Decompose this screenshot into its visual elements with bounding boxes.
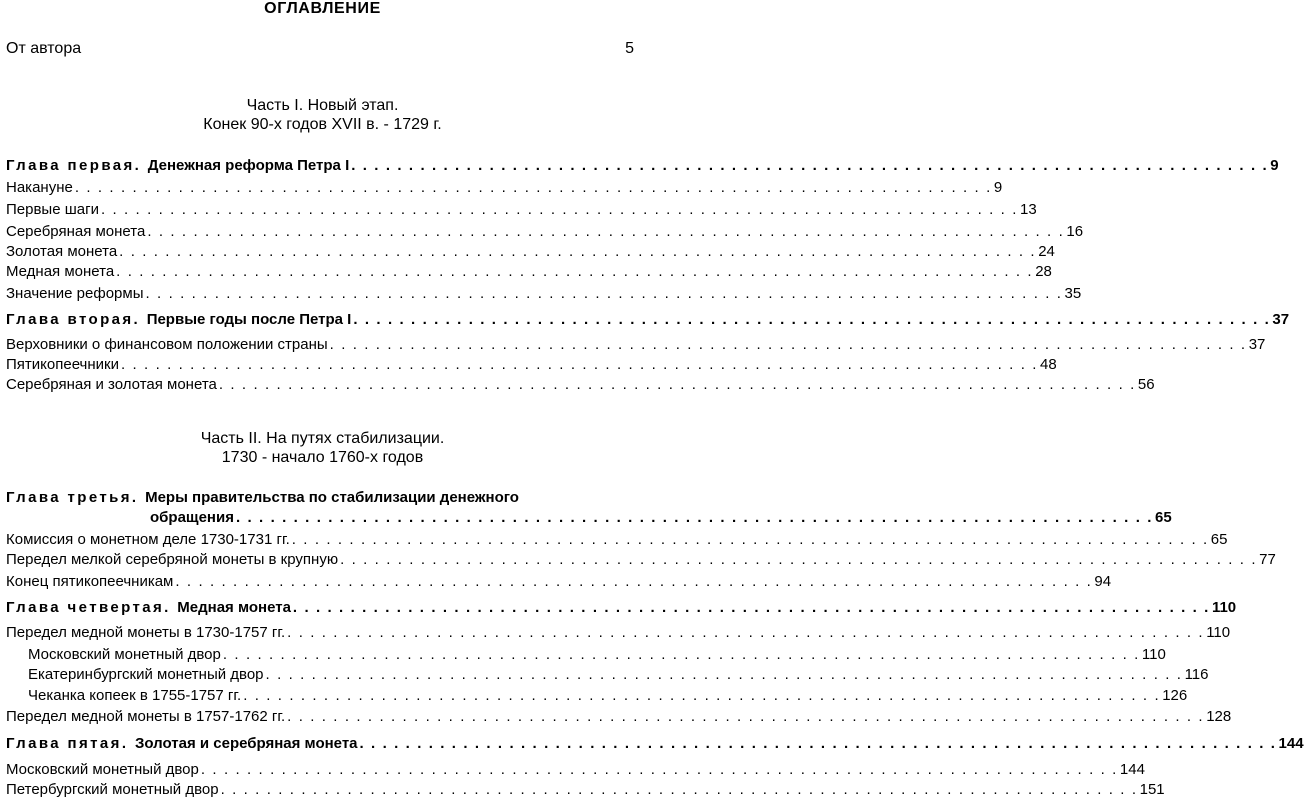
dot-leader: . . . . . . . . . . . . . . . . . . . . . . . . . . . . . . . . . . . . . . . . . . . . . . . . . . . . . . . . . . . . . . . . . . . . . . . . . . . . . . . . <box>353 311 1271 328</box>
page-number: 126 <box>1162 687 1188 704</box>
dot-leader: . . . . . . . . . . . . . . . . . . . . . . . . . . . . . . . . . . . . . . . . . . . . . . . . . . . . . . . . . . . . . . . . . . . . . . . . . . . . . . . . <box>147 223 1065 240</box>
page-number: 128 <box>1206 708 1232 725</box>
toc-section-entry[interactable] <box>6 623 1231 643</box>
part-title: Часть II. На путях стабилизации. <box>200 430 445 447</box>
page-number: 77 <box>1259 551 1276 568</box>
dot-leader: . . . . . . . . . . . . . . . . . . . . . . . . . . . . . . . . . . . . . . . . . . . . . . . . . . . . . . . . . . . . . . . . . . . . . . . . . . . . . . . . <box>119 243 1037 260</box>
dot-leader: . . . . . . . . . . . . . . . . . . . . . . . . . . . . . . . . . . . . . . . . . . . . . . . . . . . . . . . . . . . . . . . . . . . . . . . . . . . . . . . . <box>235 509 1153 526</box>
section-title: Значение реформы <box>6 285 144 302</box>
front-matter-label: От автора <box>6 40 82 57</box>
chapter-title: Первые годы после Петра I <box>146 311 352 328</box>
dot-leader: . . . . . . . . . . . . . . . . . . . . . . . . . . . . . . . . . . . . . . . . . . . . . . . . . . . . . . . . . . . . . . . . . . . . . . . . . . . . . . . . <box>340 551 1258 568</box>
toc-section-entry[interactable] <box>6 178 1003 198</box>
page-number: 9 <box>1270 157 1279 174</box>
section-title: Золотая монета <box>6 243 118 260</box>
dot-leader: . . . . . . . . . . . . . . . . . . . . . . . . . . . . . . . . . . . . . . . . . . . . . . . . . . . . . . . . . . . . . . . . . . . . . . . . . . . . . . . . <box>120 356 1038 373</box>
toc-section-entry[interactable] <box>6 222 1084 242</box>
toc-chapter-entry[interactable] <box>6 734 1304 754</box>
section-title: Передел медной монеты в 1730-1757 гг. <box>6 624 286 641</box>
toc-subsection-entry[interactable] <box>28 686 1188 706</box>
dot-leader: . . . . . . . . . . . . . . . . . . . . . . . . . . . . . . . . . . . . . . . . . . . . . . . . . . . . . . . . . . . . . . . . . . . . . . . . . . . . . . . . <box>220 781 1138 798</box>
page-number: 65 <box>1155 509 1172 526</box>
page-number: 37 <box>1248 336 1266 353</box>
page-number: 94 <box>1094 573 1112 590</box>
page-number: 28 <box>1035 263 1052 280</box>
section-title: Медная монета <box>6 263 115 280</box>
toc-subsection-entry[interactable] <box>28 645 1166 665</box>
page-number: 65 <box>1210 531 1228 548</box>
chapter-title: Медная монета <box>177 599 291 616</box>
toc-section-entry[interactable] <box>6 200 1037 220</box>
dot-leader: . . . . . . . . . . . . . . . . . . . . . . . . . . . . . . . . . . . . . . . . . . . . . . . . . . . . . . . . . . . . . . . . . . . . . . . . . . . . . . . . <box>200 761 1118 778</box>
chapter-heading <box>6 310 351 330</box>
dot-leader: . . . . . . . . . . . . . . . . . . . . . . . . . . . . . . . . . . . . . . . . . . . . . . . . . . . . . . . . . . . . . . . . . . . . . . . . . . . . . . . . <box>287 708 1205 725</box>
toc-section-entry[interactable] <box>6 284 1082 304</box>
dot-leader: . . . . . . . . . . . . . . . . . . . . . . . . . . . . . . . . . . . . . . . . . . . . . . . . . . . . . . . . . . . . . . . . . . . . . . . . . . . . . . . . <box>74 179 992 196</box>
toc-section-entry[interactable] <box>6 760 1145 780</box>
dot-leader: . . . . . . . . . . . . . . . . . . . . . . . . . . . . . . . . . . . . . . . . . . . . . . . . . . . . . . . . . . . . . . . . . . . . . . . . . . . . . . . . <box>265 666 1183 683</box>
dot-leader: . . . . . . . . . . . . . . . . . . . . . . . . . . . . . . . . . . . . . . . . . . . . . . . . . . . . . . . . . . . . . . . . . . . . . . . . . . . . . . . . <box>218 376 1136 393</box>
chapter-heading <box>6 598 291 618</box>
page-number: 151 <box>1139 781 1165 798</box>
section-title: Комиссия о монетном деле 1730-1731 гг. <box>6 531 290 548</box>
page-number: 116 <box>1184 666 1209 683</box>
page-number: 13 <box>1019 201 1037 218</box>
dot-leader: . . . . . . . . . . . . . . . . . . . . . . . . . . . . . . . . . . . . . . . . . . . . . . . . . . . . . . . . . . . . . . . . . . . . . . . . . . . . . . . . <box>243 687 1161 704</box>
section-title: Верховники о финансовом положении страны <box>6 336 328 353</box>
chapter-title-continuation: обращения <box>150 509 234 526</box>
chapter-title: Меры правительства по стабилизации денежного <box>145 489 519 506</box>
page-number: 37 <box>1272 311 1290 328</box>
dot-leader: . . . . . . . . . . . . . . . . . . . . . . . . . . . . . . . . . . . . . . . . . . . . . . . . . . . . . . . . . . . . . . . . . . . . . . . . . . . . . . . . <box>359 735 1277 752</box>
chapter-heading <box>6 156 349 176</box>
dot-leader: . . . . . . . . . . . . . . . . . . . . . . . . . . . . . . . . . . . . . . . . . . . . . . . . . . . . . . . . . . . . . . . . . . . . . . . . . . . . . . . . <box>351 157 1269 174</box>
toc-section-entry[interactable] <box>6 355 1057 375</box>
toc-chapter-entry[interactable] <box>6 310 1290 330</box>
dot-leader: . . . . . . . . . . . . . . . . . . . . . . . . . . . . . . . . . . . . . . . . . . . . . . . . . . . . . . . . . . . . . . . . . . . . . . . . . . . . . . . . <box>175 573 1093 590</box>
page-number: 110 <box>1141 646 1166 663</box>
chapter-number: Глава пятая. <box>6 735 135 752</box>
page-number: 35 <box>1064 285 1082 302</box>
part-subtitle: 1730 - начало 1760-х годов <box>221 449 424 466</box>
page-number: 9 <box>993 179 1003 196</box>
section-title: Чеканка копеек в 1755-1757 гг. <box>28 687 242 704</box>
chapter-heading-line <box>6 488 519 508</box>
toc-title: ОГЛАВЛЕНИЕ <box>264 0 381 17</box>
section-title: Серебряная и золотая монета <box>6 376 217 393</box>
chapter-heading <box>6 734 358 754</box>
toc-section-entry[interactable] <box>6 375 1155 395</box>
toc-chapter-entry[interactable] <box>6 156 1279 176</box>
page-number: 16 <box>1066 223 1084 240</box>
part-subtitle: Конек 90-х годов XVII в. - 1729 г. <box>203 116 442 133</box>
section-title: Накануне <box>6 179 73 196</box>
page-number: 56 <box>1137 376 1155 393</box>
toc-section-entry[interactable] <box>6 550 1276 570</box>
dot-leader: . . . . . . . . . . . . . . . . . . . . . . . . . . . . . . . . . . . . . . . . . . . . . . . . . . . . . . . . . . . . . . . . . . . . . . . . . . . . . . . . <box>292 599 1210 616</box>
toc-chapter-entry[interactable] <box>150 508 1172 528</box>
toc-section-entry[interactable] <box>6 335 1266 355</box>
toc-subsection-entry[interactable] <box>28 665 1209 685</box>
front-matter-page: 5 <box>625 40 634 57</box>
dot-leader: . . . . . . . . . . . . . . . . . . . . . . . . . . . . . . . . . . . . . . . . . . . . . . . . . . . . . . . . . . . . . . . . . . . . . . . . . . . . . . . . <box>100 201 1018 218</box>
toc-section-entry[interactable] <box>6 530 1228 550</box>
page-number: 144 <box>1278 735 1304 752</box>
section-title: Передел медной монеты в 1757-1762 гг. <box>6 708 286 725</box>
chapter-title: Золотая и серебряная монета <box>134 735 358 752</box>
toc-section-entry[interactable] <box>6 242 1055 262</box>
page-number: 48 <box>1040 356 1057 373</box>
section-title: Пятикопеечники <box>6 356 119 373</box>
front-matter-entry[interactable] <box>6 40 634 60</box>
chapter-number: Глава четвертая. <box>6 599 178 616</box>
chapter-number: Глава вторая. <box>6 311 147 328</box>
toc-section-entry[interactable] <box>6 707 1232 727</box>
part-title: Часть I. Новый этап. <box>246 97 399 114</box>
part-heading <box>0 96 645 134</box>
section-title: Петербургский монетный двор <box>6 781 219 798</box>
dot-leader: . . . . . . . . . . . . . . . . . . . . . . . . . . . . . . . . . . . . . . . . . . . . . . . . . . . . . . . . . . . . . . . . . . . . . . . . . . . . . . . . <box>291 531 1209 548</box>
part-heading <box>0 429 645 467</box>
section-title: Первые шаги <box>6 201 99 218</box>
dot-leader: . . . . . . . . . . . . . . . . . . . . . . . . . . . . . . . . . . . . . . . . . . . . . . . . . . . . . . . . . . . . . . . . . . . . . . . . . . . . . . . . <box>287 624 1205 641</box>
chapter-number: Глава третья. <box>6 489 146 506</box>
page-number: 24 <box>1038 243 1055 260</box>
section-title: Серебряная монета <box>6 223 146 240</box>
chapter-number: Глава первая. <box>6 157 148 174</box>
toc-section-entry[interactable] <box>6 780 1165 800</box>
page-number: 110 <box>1206 624 1231 641</box>
section-title: Екатеринбургский монетный двор <box>28 666 264 683</box>
dot-leader: . . . . . . . . . . . . . . . . . . . . . . . . . . . . . . . . . . . . . . . . . . . . . . . . . . . . . . . . . . . . . . . . . . . . . . . . . . . . . . . . <box>145 285 1063 302</box>
page-number: 110 <box>1211 599 1237 616</box>
page-number: 144 <box>1119 761 1145 778</box>
dot-leader: . . . . . . . . . . . . . . . . . . . . . . . . . . . . . . . . . . . . . . . . . . . . . . . . . . . . . . . . . . . . . . . . . . . . . . . . . . . . . . . . <box>222 646 1140 663</box>
toc-section-entry[interactable] <box>6 572 1112 592</box>
dot-leader: . . . . . . . . . . . . . . . . . . . . . . . . . . . . . . . . . . . . . . . . . . . . . . . . . . . . . . . . . . . . . . . . . . . . . . . . . . . . . . . . <box>116 263 1034 280</box>
toc-section-entry[interactable] <box>6 262 1052 282</box>
section-title: Московский монетный двор <box>6 761 199 778</box>
toc-chapter-entry[interactable] <box>6 598 1237 618</box>
dot-leader: . . . . . . . . . . . . . . . . . . . . . . . . . . . . . . . . . . . . . . . . . . . . . . . . . . . . . . . . . . . . . . . . . . . . . . . . . . . . . . . . <box>329 336 1247 353</box>
section-title: Конец пятикопеечникам <box>6 573 174 590</box>
section-title: Передел мелкой серебряной монеты в крупную <box>6 551 339 568</box>
section-title: Московский монетный двор <box>28 646 221 663</box>
chapter-title: Денежная реформа Петра I <box>147 157 350 174</box>
